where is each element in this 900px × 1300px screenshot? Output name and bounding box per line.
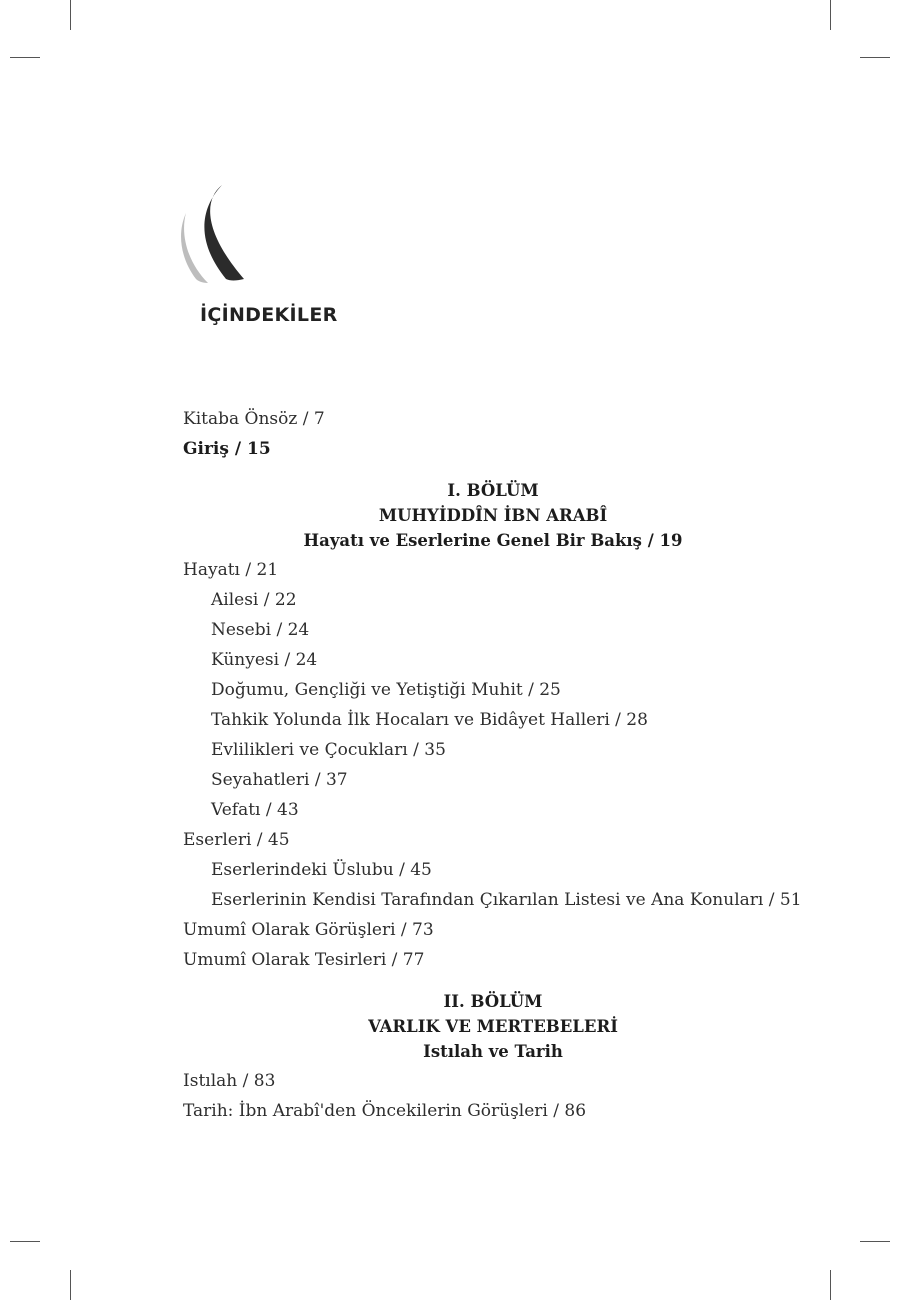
toc-entry: Eserlerinin Kendisi Tarafından Çıkarılan Listesi ve Ana Konuları / 51 bbox=[211, 890, 802, 910]
toc-entry: Evlilikleri ve Çocukları / 35 bbox=[211, 740, 446, 760]
toc-entry: Doğumu, Gençliği ve Yetiştiği Muhit / 25 bbox=[211, 680, 561, 700]
toc-entry: Istılah / 83 bbox=[183, 1071, 276, 1091]
toc-entry: Eserleri / 45 bbox=[183, 830, 290, 850]
toc-entry: Vefatı / 43 bbox=[211, 800, 299, 820]
crop-mark bbox=[10, 1241, 40, 1242]
section-header-part-2 bbox=[183, 989, 803, 1064]
crop-mark bbox=[70, 0, 71, 30]
toc-entry: Hayatı / 21 bbox=[183, 560, 279, 580]
toc-entry: Kitaba Önsöz / 7 bbox=[183, 409, 325, 429]
crop-mark bbox=[10, 57, 40, 58]
section-title: II. BÖLÜM bbox=[443, 992, 543, 1011]
part-1-entries bbox=[183, 555, 803, 975]
intro-list bbox=[183, 404, 803, 464]
section-description: Hayatı ve Eserlerine Genel Bir Bakış / 19 bbox=[303, 531, 683, 550]
section-header-part-1 bbox=[183, 478, 803, 553]
crop-mark bbox=[70, 1270, 71, 1300]
toc-entry: Eserlerindeki Üslubu / 45 bbox=[211, 860, 432, 880]
toc-entry: Nesebi / 24 bbox=[211, 620, 310, 640]
toc-entry: Umumî Olarak Görüşleri / 73 bbox=[183, 920, 434, 940]
page-title: İÇİNDEKİLER bbox=[200, 304, 338, 326]
crop-mark bbox=[830, 1270, 831, 1300]
toc-entry: Giriş / 15 bbox=[183, 439, 271, 459]
toc-entry: Seyahatleri / 37 bbox=[211, 770, 348, 790]
crop-mark bbox=[860, 57, 890, 58]
swoosh-logo-icon bbox=[178, 183, 250, 283]
part-2-entries bbox=[183, 1066, 803, 1126]
crop-mark bbox=[830, 0, 831, 30]
section-subtitle: MUHYİDDÎN İBN ARABÎ bbox=[378, 506, 608, 525]
table-of-contents bbox=[183, 404, 803, 1126]
section-subtitle: VARLIK VE MERTEBELERİ bbox=[368, 1017, 618, 1036]
toc-entry: Künyesi / 24 bbox=[211, 650, 318, 670]
crop-mark bbox=[860, 1241, 890, 1242]
toc-entry: Tahkik Yolunda İlk Hocaları ve Bidâyet Halleri / 28 bbox=[211, 710, 648, 730]
toc-entry: Tarih: İbn Arabî'den Öncekilerin Görüşleri / 86 bbox=[183, 1101, 587, 1121]
toc-entry: Ailesi / 22 bbox=[211, 590, 297, 610]
section-description: Istılah ve Tarih bbox=[423, 1042, 563, 1061]
section-title: I. BÖLÜM bbox=[447, 481, 539, 500]
toc-entry: Umumî Olarak Tesirleri / 77 bbox=[183, 950, 425, 970]
